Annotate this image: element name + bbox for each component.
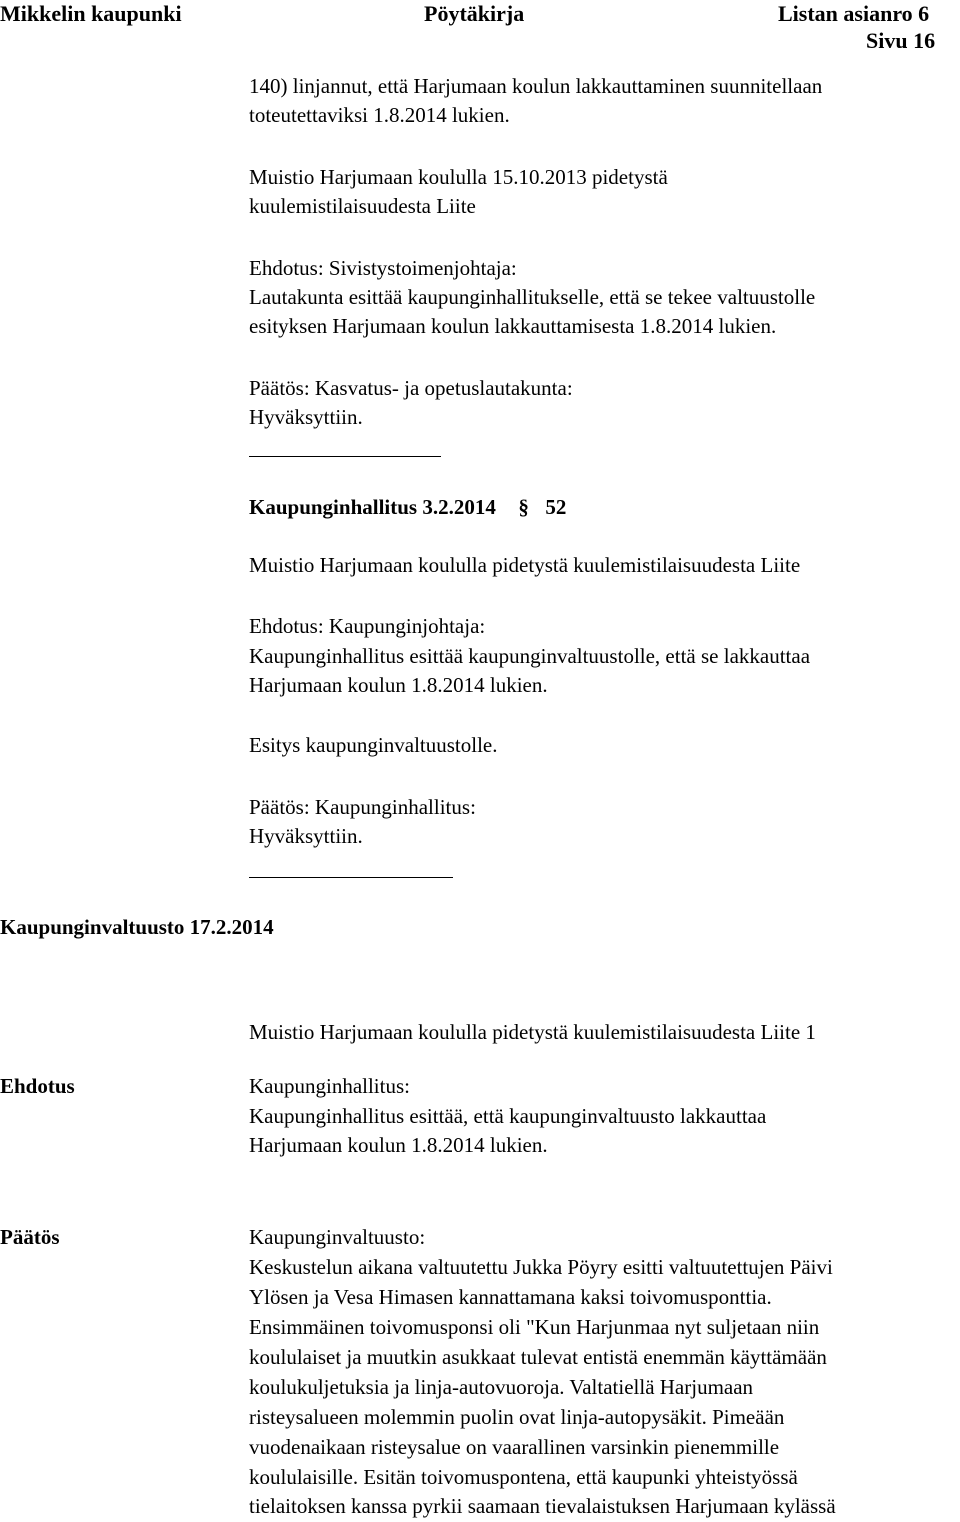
text-line: 140) linjannut, että Harjumaan koulun lakkauttaminen suunnitellaan: [249, 74, 823, 98]
section-number: 52: [545, 495, 567, 519]
memo-line: Muistio Harjumaan koululla 15.10.2013 pidetystä: [249, 165, 668, 189]
section-divider: [249, 877, 453, 878]
section-heading-text: Kaupunginhallitus 3.2.2014: [249, 495, 496, 519]
decision-label: Päätös: Kasvatus- ja opetuslautakunta:: [249, 376, 573, 400]
decision-line: risteysalueen molemmin puolin ovat linja-autopysäkit. Pimeään: [249, 1405, 785, 1429]
decision-line: vuodenaikaan risteysalue on vaarallinen varsinkin pienemmille: [249, 1435, 780, 1459]
proposal-line: Kaupunginhallitus esittää, että kaupunginvaltuusto lakkauttaa: [249, 1104, 767, 1128]
decision-label: Päätös: Kaupunginhallitus:: [249, 795, 476, 819]
proposal-label: Kaupunginhallitus:: [249, 1074, 410, 1098]
header-organization: Mikkelin kaupunki: [0, 1, 182, 26]
proposal-line: Harjumaan koulun 1.8.2014 lukien.: [249, 1133, 548, 1157]
decision-text: Hyväksyttiin.: [249, 405, 363, 429]
proposal-label: Ehdotus: Sivistystoimenjohtaja:: [249, 256, 517, 280]
proposal-line: esityksen Harjumaan koulun lakkauttamisesta 1.8.2014 lukien.: [249, 314, 777, 338]
section-heading: Kaupunginvaltuusto 17.2.2014: [0, 915, 274, 939]
decision-line: koulukuljetuksia ja linja-autovuoroja. Valtatiellä Harjumaan: [249, 1375, 754, 1399]
proposal-side-label: Ehdotus: [0, 1074, 75, 1098]
memo-line: Muistio Harjumaan koululla pidetystä kuulemistilaisuudesta Liite: [249, 553, 801, 577]
decision-text: Hyväksyttiin.: [249, 824, 363, 848]
decision-label: Kaupunginvaltuusto:: [249, 1225, 426, 1249]
proposal-label: Ehdotus: Kaupunginjohtaja:: [249, 614, 486, 638]
referral-text: Esitys kaupunginvaltuustolle.: [249, 733, 498, 757]
text-line: toteutettaviksi 1.8.2014 lukien.: [249, 103, 510, 127]
header-page-number: Sivu 16: [866, 28, 936, 53]
proposal-line: Harjumaan koulun 1.8.2014 lukien.: [249, 673, 548, 697]
paragraph-sign: §: [518, 495, 529, 519]
memo-line: kuulemistilaisuudesta Liite: [249, 194, 476, 218]
decision-side-label: Päätös: [0, 1225, 60, 1249]
proposal-line: Lautakunta esittää kaupunginhallitukselle, että se tekee valtuustolle: [249, 285, 816, 309]
memo-line: Muistio Harjumaan koululla pidetystä kuulemistilaisuudesta Liite 1: [249, 1020, 816, 1044]
proposal-line: Kaupunginhallitus esittää kaupunginvaltuustolle, että se lakkauttaa: [249, 644, 811, 668]
header-item-number: Listan asianro 6: [778, 1, 930, 26]
decision-line: koululaiset ja muutkin asukkaat tulevat entistä enemmän käyttämään: [249, 1345, 827, 1369]
section-divider: [249, 456, 441, 457]
header-document-type: Pöytäkirja: [424, 1, 525, 26]
decision-line: Ylösen ja Vesa Himasen kannattamana kaksi toivomusponttia.: [249, 1285, 772, 1309]
decision-line: Ensimmäinen toivomusponsi oli "Kun Harjunmaa nyt suljetaan niin: [249, 1315, 820, 1339]
decision-line: koululaisille. Esitän toivomuspontena, että kaupunki yhteistyössä: [249, 1465, 798, 1489]
section-heading: [249, 493, 566, 523]
decision-line: Keskustelun aikana valtuutettu Jukka Pöyry esitti valtuutettujen Päivi: [249, 1255, 833, 1279]
decision-line: tielaitoksen kanssa pyrkii saamaan tievalaistuksen Harjumaan kylässä: [249, 1494, 836, 1518]
